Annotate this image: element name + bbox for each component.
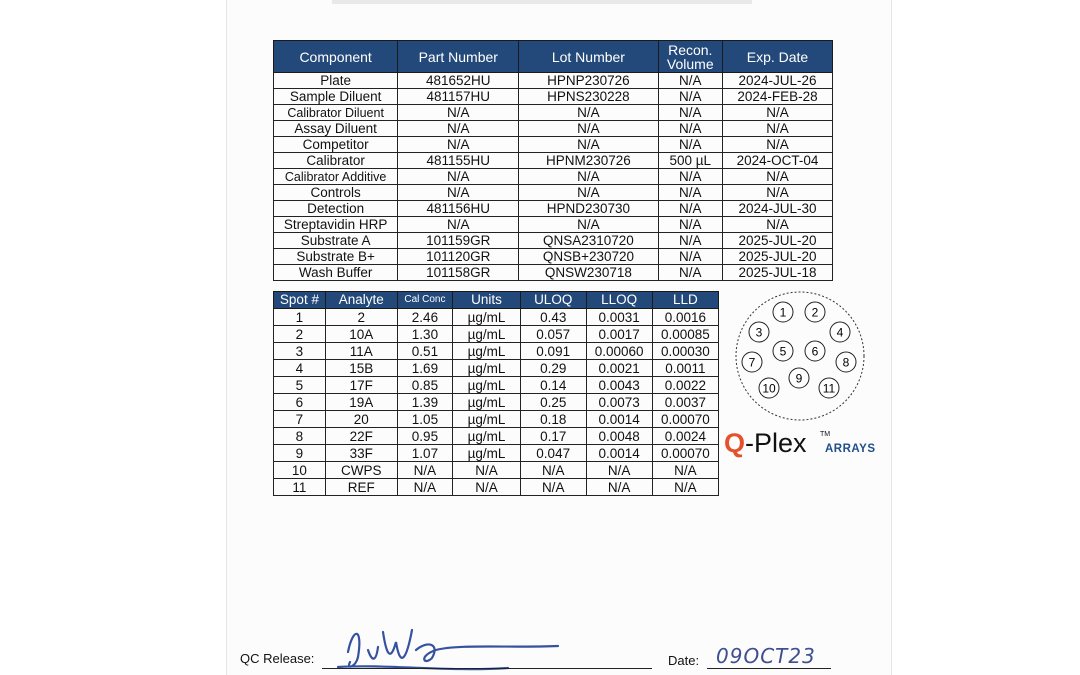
spot-label: 10	[762, 381, 776, 396]
cell-spot: 8	[274, 428, 326, 445]
cell-spot: 6	[274, 394, 326, 411]
analyte-row	[274, 445, 719, 462]
cell-uloq: N/A	[520, 479, 586, 496]
cell-lot-number: N/A	[519, 217, 658, 233]
cell-uloq: 0.29	[520, 360, 586, 377]
component-row	[274, 89, 833, 105]
cell-exp-date: 2024-JUL-26	[722, 73, 832, 89]
qc-release-line	[322, 668, 652, 669]
cell-lot-number: QNSA2310720	[519, 233, 658, 249]
cell-units: µg/mL	[453, 343, 521, 360]
cell-recon-volume: N/A	[658, 249, 722, 265]
logo-q: Q	[724, 428, 746, 458]
cell-spot: 7	[274, 411, 326, 428]
cell-spot: 3	[274, 343, 326, 360]
cell-exp-date: 2024-JUL-30	[722, 201, 832, 217]
component-row	[274, 121, 833, 137]
cell-component: Streptavidin HRP	[274, 217, 398, 233]
spot-label: 6	[811, 344, 819, 359]
cell-analyte: CWPS	[325, 462, 397, 479]
cell-units: µg/mL	[453, 394, 521, 411]
header-lot-number: Lot Number	[519, 41, 658, 73]
cell-cal-conc: 2.46	[397, 309, 453, 326]
components-body	[274, 73, 833, 281]
cell-cal-conc: 1.69	[397, 360, 453, 377]
components-header-row	[274, 41, 833, 73]
header-analyte: Analyte	[325, 292, 397, 309]
cell-lloq: 0.0048	[586, 428, 652, 445]
analyte-row	[274, 411, 719, 428]
analyte-row	[274, 394, 719, 411]
cell-lot-number: QNSW230718	[519, 265, 658, 281]
cell-exp-date: N/A	[722, 105, 832, 121]
cell-units: µg/mL	[453, 309, 521, 326]
component-row	[274, 233, 833, 249]
cell-exp-date: N/A	[722, 185, 832, 201]
cell-recon-volume: N/A	[658, 73, 722, 89]
cell-cal-conc: 1.05	[397, 411, 453, 428]
component-row	[274, 185, 833, 201]
cell-cal-conc: 1.07	[397, 445, 453, 462]
header-exp-date: Exp. Date	[722, 41, 832, 73]
cell-recon-volume: N/A	[658, 89, 722, 105]
cell-component: Substrate A	[274, 233, 398, 249]
logo-tm: TM	[820, 431, 831, 438]
cell-analyte: 20	[325, 411, 397, 428]
analyte-row	[274, 360, 719, 377]
cell-analyte: REF	[325, 479, 397, 496]
cell-lloq: 0.0014	[586, 411, 652, 428]
cell-part-number: N/A	[398, 137, 519, 153]
cell-recon-volume: N/A	[658, 265, 722, 281]
cell-lloq: 0.0017	[586, 326, 652, 343]
cell-lloq: 0.0021	[586, 360, 652, 377]
cell-recon-volume: N/A	[658, 105, 722, 121]
cell-component: Controls	[274, 185, 398, 201]
cell-cal-conc: 0.95	[397, 428, 453, 445]
cell-uloq: 0.17	[520, 428, 586, 445]
cell-spot: 1	[274, 309, 326, 326]
cell-part-number: N/A	[398, 217, 519, 233]
cell-uloq: 0.091	[520, 343, 586, 360]
cell-spot: 10	[274, 462, 326, 479]
cell-exp-date: N/A	[722, 217, 832, 233]
cell-units: µg/mL	[453, 326, 521, 343]
spot-label: 5	[779, 344, 787, 359]
analyte-row	[274, 343, 719, 360]
cell-lld: 0.00070	[652, 411, 718, 428]
cell-units: N/A	[453, 479, 521, 496]
cell-units: µg/mL	[453, 377, 521, 394]
cell-units: µg/mL	[453, 445, 521, 462]
cell-lld: 0.0022	[652, 377, 718, 394]
cell-recon-volume: 500 µL	[658, 153, 722, 169]
cell-spot: 11	[274, 479, 326, 496]
cell-recon-volume: N/A	[658, 233, 722, 249]
cell-lot-number: HPND230730	[519, 201, 658, 217]
cell-lot-number: N/A	[519, 169, 658, 185]
cell-lot-number: QNSB+230720	[519, 249, 658, 265]
cell-recon-volume: N/A	[658, 185, 722, 201]
cell-cal-conc: 0.51	[397, 343, 453, 360]
cell-lot-number: HPNS230228	[519, 89, 658, 105]
cell-lloq: N/A	[586, 479, 652, 496]
analytes-header-row	[274, 292, 719, 309]
cell-analyte: 10A	[325, 326, 397, 343]
cell-uloq: N/A	[520, 462, 586, 479]
cell-recon-volume: N/A	[658, 201, 722, 217]
component-row	[274, 249, 833, 265]
cell-component: Calibrator	[274, 153, 398, 169]
cell-spot: 5	[274, 377, 326, 394]
cell-analyte: 15B	[325, 360, 397, 377]
cell-uloq: 0.25	[520, 394, 586, 411]
component-row	[274, 265, 833, 281]
cell-part-number: N/A	[398, 169, 519, 185]
cell-exp-date: 2025-JUL-18	[722, 265, 832, 281]
spot-layout-diagram	[731, 291, 869, 421]
cell-component: Calibrator Diluent	[274, 105, 398, 121]
cell-units: µg/mL	[453, 360, 521, 377]
cell-analyte: 22F	[325, 428, 397, 445]
cell-spot: 2	[274, 326, 326, 343]
date-value: 09OCT23	[716, 644, 816, 668]
cell-analyte: 33F	[325, 445, 397, 462]
logo-plex: -Plex	[745, 428, 807, 458]
spot-label: 9	[795, 371, 803, 386]
qplex-arrays-logo	[724, 428, 884, 462]
cell-component: Assay Diluent	[274, 121, 398, 137]
cell-part-number: 101120GR	[398, 249, 519, 265]
cell-uloq: 0.18	[520, 411, 586, 428]
cell-component: Plate	[274, 73, 398, 89]
qc-release-label: QC Release:	[240, 651, 315, 666]
cell-uloq: 0.057	[520, 326, 586, 343]
analyte-row	[274, 377, 719, 394]
cell-lloq: 0.00060	[586, 343, 652, 360]
cell-cal-conc: 0.85	[397, 377, 453, 394]
header-units: Units	[453, 292, 521, 309]
cell-lld: 0.00085	[652, 326, 718, 343]
cell-exp-date: N/A	[722, 169, 832, 185]
cell-analyte: 11A	[325, 343, 397, 360]
component-row	[274, 169, 833, 185]
header-component: Component	[274, 41, 398, 73]
cell-part-number: 101158GR	[398, 265, 519, 281]
header-uloq: ULOQ	[520, 292, 586, 309]
cell-lot-number: N/A	[519, 105, 658, 121]
spot-group	[742, 302, 856, 398]
cell-analyte: 2	[325, 309, 397, 326]
cell-analyte: 19A	[325, 394, 397, 411]
analytes-body	[274, 309, 719, 496]
analyte-row	[274, 462, 719, 479]
cell-recon-volume: N/A	[658, 169, 722, 185]
date-label: Date:	[668, 653, 700, 668]
spot-label: 3	[755, 325, 763, 340]
cell-part-number: N/A	[398, 185, 519, 201]
cell-exp-date: 2025-JUL-20	[722, 249, 832, 265]
spot-label: 7	[748, 355, 756, 370]
date-line	[707, 668, 831, 669]
cell-lot-number: HPNM230726	[519, 153, 658, 169]
cell-spot: 4	[274, 360, 326, 377]
cell-part-number: 481155HU	[398, 153, 519, 169]
cell-exp-date: 2024-FEB-28	[722, 89, 832, 105]
spot-label: 4	[836, 325, 844, 340]
cell-recon-volume: N/A	[658, 137, 722, 153]
cell-lld: 0.0037	[652, 394, 718, 411]
cell-lloq: 0.0031	[586, 309, 652, 326]
cell-component: Substrate B+	[274, 249, 398, 265]
cell-exp-date: 2025-JUL-20	[722, 233, 832, 249]
cell-part-number: 481652HU	[398, 73, 519, 89]
cell-recon-volume: N/A	[658, 217, 722, 233]
cell-lld: 0.00070	[652, 445, 718, 462]
spot-label: 1	[779, 305, 787, 320]
cell-lld: 0.0024	[652, 428, 718, 445]
analytes-table	[273, 291, 719, 496]
cell-lld: 0.0016	[652, 309, 718, 326]
header-cal-conc: Cal Conc	[397, 292, 453, 309]
cell-component: Sample Diluent	[274, 89, 398, 105]
cell-uloq: 0.43	[520, 309, 586, 326]
scan-top-mark	[332, 0, 752, 4]
cell-component: Detection	[274, 201, 398, 217]
header-lloq: LLOQ	[586, 292, 652, 309]
cell-spot: 9	[274, 445, 326, 462]
cell-lld: 0.00030	[652, 343, 718, 360]
cell-component: Competitor	[274, 137, 398, 153]
cell-units: µg/mL	[453, 411, 521, 428]
cell-cal-conc: N/A	[397, 462, 453, 479]
header-part-number: Part Number	[398, 41, 519, 73]
cell-part-number: N/A	[398, 105, 519, 121]
cell-units: N/A	[453, 462, 521, 479]
analyte-row	[274, 428, 719, 445]
cell-lld: N/A	[652, 462, 718, 479]
cell-exp-date: 2024-OCT-04	[722, 153, 832, 169]
component-row	[274, 105, 833, 121]
cell-lloq: N/A	[586, 462, 652, 479]
logo-arrays: ARRAYS	[825, 443, 876, 455]
cell-cal-conc: 1.30	[397, 326, 453, 343]
cell-part-number: 101159GR	[398, 233, 519, 249]
cell-lot-number: N/A	[519, 185, 658, 201]
cell-lot-number: N/A	[519, 137, 658, 153]
spot-label: 11	[822, 381, 836, 396]
cell-exp-date: N/A	[722, 121, 832, 137]
cell-cal-conc: N/A	[397, 479, 453, 496]
component-row	[274, 217, 833, 233]
analyte-row	[274, 326, 719, 343]
analyte-row	[274, 309, 719, 326]
header-lld: LLD	[652, 292, 718, 309]
cell-lloq: 0.0043	[586, 377, 652, 394]
cell-uloq: 0.047	[520, 445, 586, 462]
cell-lloq: 0.0073	[586, 394, 652, 411]
header-recon-volume: Recon. Volume	[658, 41, 722, 73]
cell-part-number: 481157HU	[398, 89, 519, 105]
cell-component: Calibrator Additive	[274, 169, 398, 185]
cell-lot-number: HPNP230726	[519, 73, 658, 89]
component-row	[274, 201, 833, 217]
cell-cal-conc: 1.39	[397, 394, 453, 411]
component-row	[274, 73, 833, 89]
cell-lloq: 0.0014	[586, 445, 652, 462]
header-spot: Spot #	[274, 292, 326, 309]
cell-lld: N/A	[652, 479, 718, 496]
cell-units: µg/mL	[453, 428, 521, 445]
cell-part-number: N/A	[398, 121, 519, 137]
components-table	[273, 40, 833, 281]
cell-component: Wash Buffer	[274, 265, 398, 281]
analyte-row	[274, 479, 719, 496]
cell-uloq: 0.14	[520, 377, 586, 394]
component-row	[274, 153, 833, 169]
spot-label: 2	[811, 305, 819, 320]
spot-label: 8	[842, 355, 850, 370]
cell-analyte: 17F	[325, 377, 397, 394]
cell-lld: 0.0011	[652, 360, 718, 377]
component-row	[274, 137, 833, 153]
cell-exp-date: N/A	[722, 137, 832, 153]
cell-lot-number: N/A	[519, 121, 658, 137]
cell-recon-volume: N/A	[658, 121, 722, 137]
cell-part-number: 481156HU	[398, 201, 519, 217]
